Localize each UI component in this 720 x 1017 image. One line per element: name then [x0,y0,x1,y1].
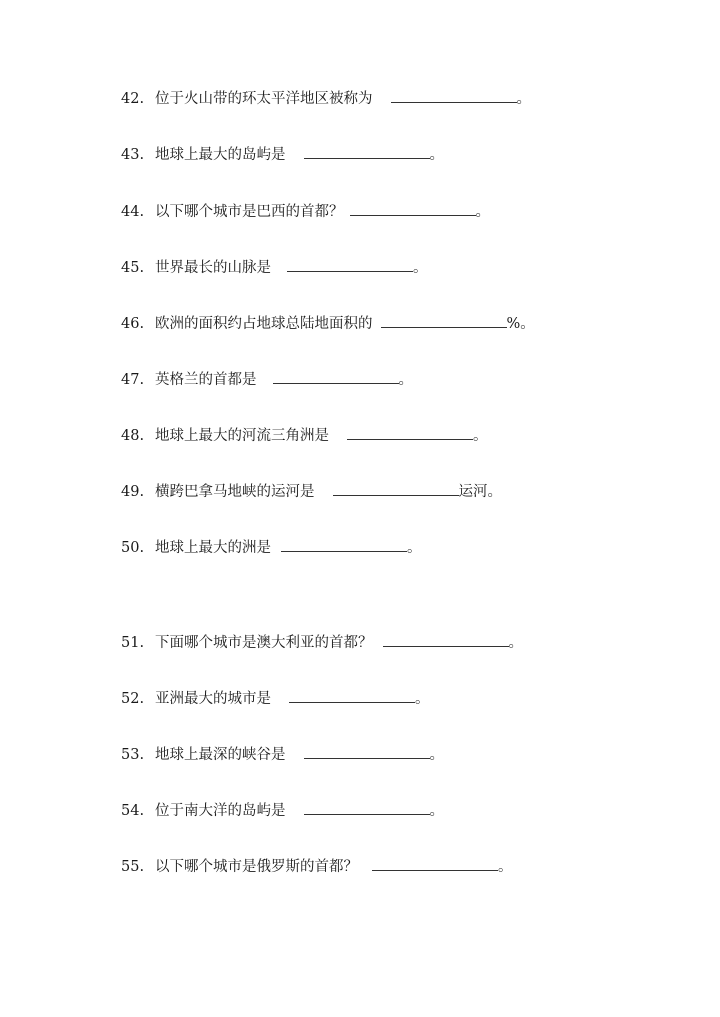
question-55 [121,857,513,877]
question-text: 横跨巴拿马地峡的运河是 [155,484,315,500]
question-number: 45. [121,260,145,276]
question-47 [121,370,413,390]
question-number: 44. [121,204,145,220]
question-text: 下面哪个城市是澳大利亚的首都？ [155,635,373,651]
question-text: 世界最长的山脉是 [155,260,271,276]
question-suffix: 。 [398,372,413,388]
answer-blank[interactable] [304,146,430,159]
question-number: 48. [121,428,145,444]
question-suffix: 。 [508,635,523,651]
question-suffix: 。 [475,204,490,220]
answer-blank[interactable] [383,634,509,647]
question-text: 以下哪个城市是俄罗斯的首都？ [155,859,358,875]
answer-blank[interactable] [350,203,476,216]
answer-blank[interactable] [372,858,498,871]
question-number: 52. [121,691,145,707]
question-suffix: 。 [415,691,430,707]
question-text: 地球上最大的洲是 [155,540,271,556]
question-number: 42. [121,91,145,107]
question-number: 43. [121,147,145,163]
answer-blank[interactable] [287,259,413,272]
answer-blank[interactable] [333,483,459,496]
question-suffix: 。 [407,540,422,556]
question-52 [121,689,430,709]
question-text: 位于南大洋的岛屿是 [155,803,286,819]
question-text: 地球上最大的岛屿是 [155,147,286,163]
answer-blank[interactable] [273,371,399,384]
question-suffix: 。 [429,803,444,819]
question-text: 以下哪个城市是巴西的首都？ [155,204,344,220]
question-number: 50. [121,540,145,556]
question-46 [121,314,535,334]
question-text: 英格兰的首都是 [155,372,257,388]
question-number: 49. [121,484,145,500]
question-text: 亚洲最大的城市是 [155,691,271,707]
question-43 [121,145,444,165]
question-44 [121,202,490,222]
question-49 [121,482,502,502]
question-suffix: 。 [473,428,488,444]
answer-blank[interactable] [304,802,430,815]
question-text: 地球上最深的峡谷是 [155,747,286,763]
question-42 [121,89,531,109]
answer-blank[interactable] [391,90,517,103]
question-suffix: 。 [498,859,513,875]
question-text: 地球上最大的河流三角洲是 [155,428,329,444]
answer-blank[interactable] [304,746,430,759]
answer-blank[interactable] [289,690,415,703]
question-text: 欧洲的面积约占地球总陆地面积的 [155,316,373,332]
question-suffix: 。 [429,147,444,163]
question-text: 位于火山带的环太平洋地区被称为 [155,91,373,107]
question-50 [121,538,422,558]
answer-blank[interactable] [281,539,407,552]
question-number: 47. [121,372,145,388]
question-suffix: 。 [516,91,531,107]
question-suffix: 。 [429,747,444,763]
question-53 [121,745,444,765]
answer-blank[interactable] [347,427,473,440]
question-54 [121,801,444,821]
question-suffix: 运河。 [458,484,502,500]
question-number: 46. [121,316,145,332]
question-suffix: %。 [506,316,535,332]
question-number: 55. [121,859,145,875]
question-51 [121,633,523,653]
question-48 [121,426,488,446]
question-suffix: 。 [413,260,428,276]
question-number: 53. [121,747,145,763]
question-45 [121,258,428,278]
question-number: 54. [121,803,145,819]
question-number: 51. [121,635,145,651]
answer-blank[interactable] [381,315,507,328]
